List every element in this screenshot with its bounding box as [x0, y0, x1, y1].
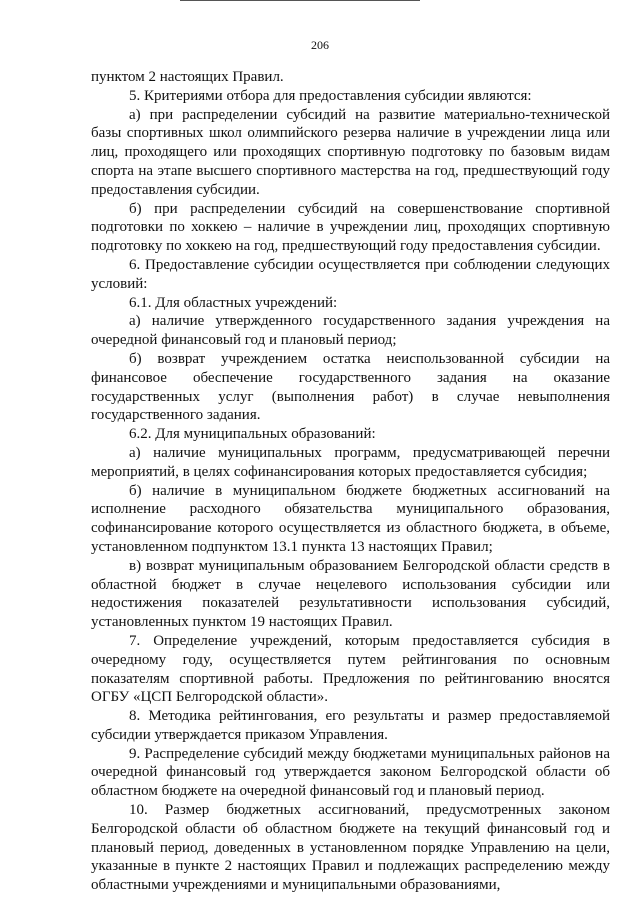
- scan-edge-line: [180, 0, 420, 1]
- page-number: 206: [311, 38, 329, 52]
- paragraph: б) возврат учреждением остатка неиспользованной субсидии на финансовое обеспечение государственного задания на оказание государственных услуг (выполнения работ) в случае невыполнения государственного задания.: [91, 350, 610, 424]
- paragraph: 8. Методика рейтингования, его результаты и размер предоставляемой субсидии утверждается приказом Управления.: [91, 708, 610, 743]
- paragraph: 6. Предоставление субсидии осуществляется при соблюдении следующих условий:: [91, 256, 610, 292]
- paragraph: а) наличие утвержденного государственного задания учреждения на очередной финансовый год и плановый период;: [91, 313, 610, 349]
- document-body: [91, 68, 610, 895]
- paragraph: б) наличие в муниципальном бюджете бюджетных ассигнований на исполнение расходного обязательства муниципального образования, софинансирование которого осуществляется из областного бюджета, в объеме, установленном подпунктом 13.1 пункта 13 настоящих Правил;: [91, 482, 610, 555]
- paragraph: а) наличие муниципальных программ, предусматривающей перечни мероприятий, в целях софинансирования которых предоставляется субсидия;: [91, 444, 610, 480]
- paragraph: пунктом 2 настоящих Правил.: [91, 69, 284, 85]
- paragraph: 6.1. Для областных учреждений:: [129, 294, 338, 311]
- paragraph: б) при распределении субсидий на совершенствование спортивной подготовки по хоккею – наличие в учреждении лиц, проходящих спортивную подготовку по хоккею на год, предшествующий году предоставления субсидии.: [91, 200, 610, 255]
- paragraph: 6.2. Для муниципальных образований:: [129, 426, 376, 443]
- paragraph: 7. Определение учреждений, которым предоставляется субсидия в очередному году, осуществляется путем рейтингования по основным показателям спортивной работы. Предложения по рейтингованию вносятся ОГБУ «ЦСП Белгородской области».: [91, 632, 610, 706]
- paragraph: 9. Распределение субсидий между бюджетами муниципальных районов на очередной финансовый год утверждается законом Белгородской области об областном бюджете на очередной финансовый год и плановый период.: [91, 745, 610, 800]
- paragraph: 10. Размер бюджетных ассигнований, предусмотренных законом Белгородской области об областном бюджете на текущий финансовый год и плановый период, доведенных в установленном порядке Управлению на цели, указанные в пункте 2 настоящих Правил и подлежащих распределению между областными учреждениями и муниципальными образованиями,: [91, 802, 610, 894]
- paragraph: в) возврат муниципальным образованием Белгородской области средств в областной бюджет в случае нецелевого использования субсидии или недостижения показателей результативности использования субсидий, установленных пунктом 19 настоящих Правил.: [91, 557, 610, 631]
- paragraph: 5. Критериями отбора для предоставления субсидии являются:: [129, 87, 532, 104]
- paragraph: а) при распределении субсидий на развитие материально-технической базы спортивных школ олимпийского резерва наличие в учреждении лица или лиц, проходящего или проходящих спортивную подготовку по базовым видам спорта на этапе высшего спортивного мастерства на год, предшествующий году предоставления субсидии.: [91, 106, 610, 198]
